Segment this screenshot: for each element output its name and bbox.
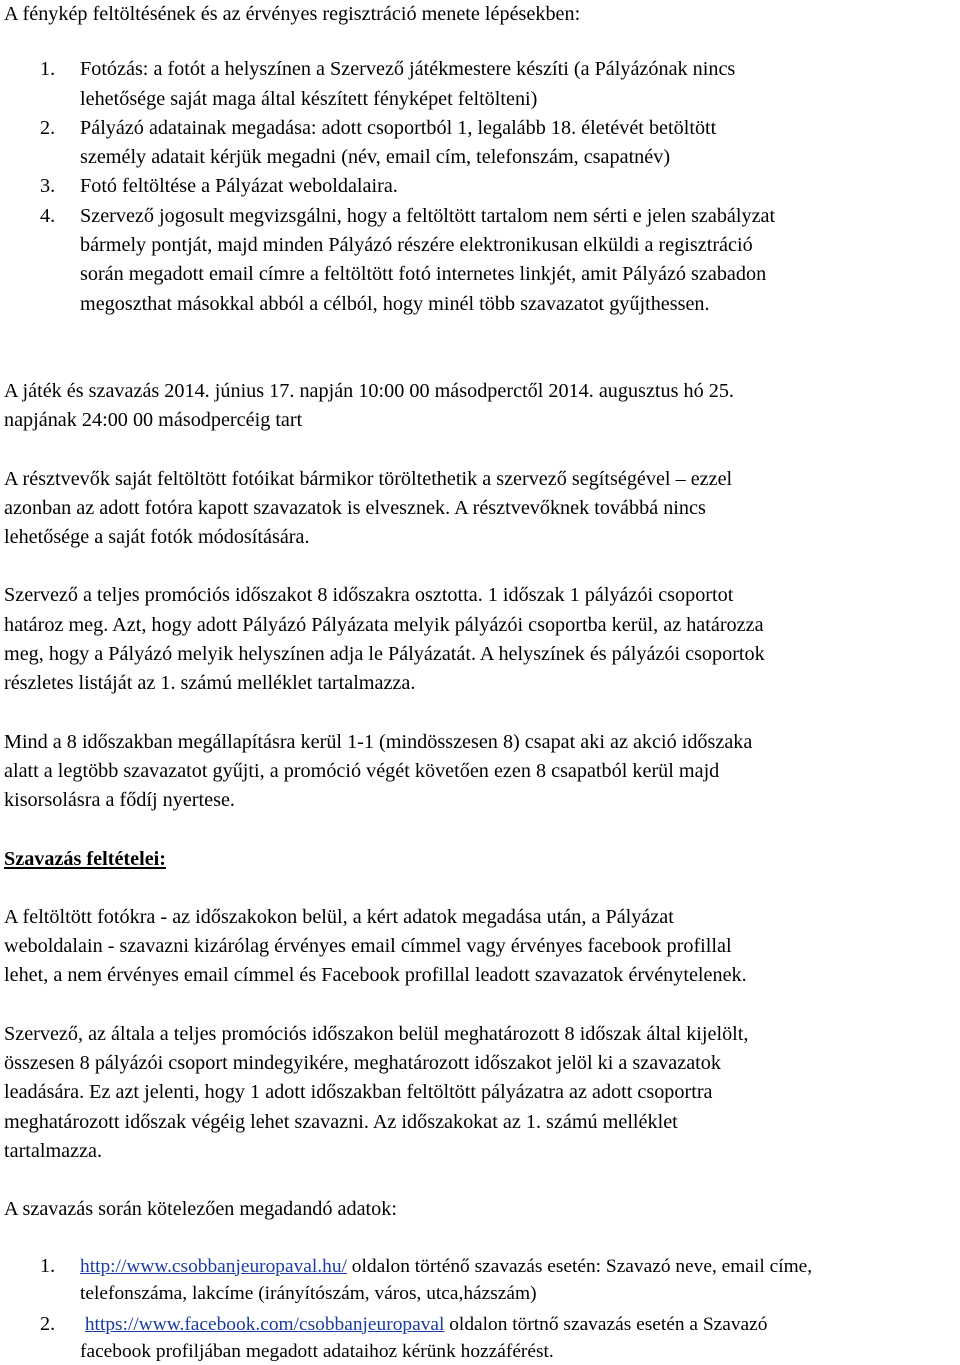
list-item-text: Fotózás: a fotót a helyszínen a Szervező játékmestere készíti (a Pályázónak nincs [80, 58, 736, 81]
list-item-text: oldalon törtnő szavazás esetén a Szavazó [444, 1313, 768, 1335]
list-item-text: Fotó feltöltése a Pályázat weboldalaira. [80, 175, 398, 198]
list-item-text: során megadott email címre a feltöltött fotó internetes linkjét, amit Pályázó szabadon [80, 263, 767, 286]
list-item-text: személy adatait kérjük megadni (név, email cím, telefonszám, csapatnév) [80, 146, 671, 169]
paragraph-line: meghatározott időszak végéig lehet szavazni. Az időszakokat az 1. számú melléklet [4, 1110, 678, 1133]
registration-steps-list [4, 55, 956, 319]
paragraph-line: összesen 8 pályázói csoport mindegyikére, meghatározott időszakot jelöl ki a szavazatok [4, 1052, 721, 1075]
list-item-text: facebook profiljában megadott adataihoz kérünk hozzáférést. [80, 1340, 554, 1362]
paragraph-periods [4, 581, 956, 698]
intro-text: A fénykép feltöltésének és az érvényes regisztráció menete lépésekben: [4, 3, 581, 25]
list-item-text: bármely pontját, majd minden Pályázó részére elektronikusan elküldi a regisztráció [80, 234, 753, 257]
facebook-link[interactable]: https://www.facebook.com/csobbanjeuropaval [84, 1313, 445, 1335]
paragraph-required-data: A szavazás során kötelezően megadandó adatok: [4, 1198, 397, 1221]
paragraph-photo-removal [4, 465, 956, 553]
list-number: 3. [40, 175, 56, 198]
list-item-text: lehetősége saját maga által készített fényképet feltölteni) [80, 87, 538, 110]
paragraph-line: Szervező a teljes promóciós időszakot 8 időszakra osztotta. 1 időszak 1 pályázói csoportot [4, 584, 734, 607]
document-page [4, 0, 956, 1365]
paragraph-line: tartalmazza. [4, 1139, 103, 1162]
website-link[interactable]: http://www.csobbanjeuropaval.hu/ [80, 1255, 347, 1277]
paragraph-game-period [4, 377, 956, 436]
paragraph-line: lehetősége a saját fotók módosítására. [4, 526, 310, 549]
paragraph-winners [4, 728, 956, 816]
list-item [4, 1253, 956, 1307]
paragraph-line: lehet, a nem érvényes email címmel és Facebook profillal leadott szavazatok érvénytelenek. [4, 964, 747, 987]
list-item-text: Pályázó adatainak megadása: adott csoportból 1, legalább 18. életévét betöltött [80, 116, 717, 139]
paragraph-voting-conditions [4, 903, 956, 991]
list-item [4, 1311, 956, 1365]
list-item [4, 172, 956, 201]
list-number: 1. [40, 1254, 56, 1277]
paragraph-line: alatt a legtöbb szavazatot gyűjti, a promóció végét követően ezen 8 csapatból kerül majd [4, 759, 720, 782]
list-item-text: oldalon történő szavazás esetén: Szavazó neve, email címe, [346, 1255, 813, 1277]
list-item-text: megoszthat másokkal abból a célból, hogy minél több szavazatot gyűjthessen. [80, 292, 710, 315]
list-number: 2. [40, 116, 56, 139]
paragraph-line: weboldalain - szavazni kizárólag érvényes email címmel vagy érvényes facebook profillal [4, 935, 732, 958]
list-number: 4. [40, 204, 56, 227]
paragraph-line: A résztvevők saját feltöltött fotóikat bármikor töröltethetik a szervező segítségével – ezzel [4, 467, 733, 490]
paragraph-line: A játék és szavazás 2014. június 17. napján 10:00 00 másodperctől 2014. augusztus hó 25. [4, 379, 734, 402]
paragraph-line: részletes listáját az 1. számú melléklet tartalmazza. [4, 672, 416, 695]
paragraph-line: leadására. Ez azt jelenti, hogy 1 adott időszakban feltöltött pályázatra az adott csoportra [4, 1081, 713, 1104]
paragraph-line: azonban az adott fotóra kapott szavazatok is elvesznek. A résztvevőknek továbbá nincs [4, 496, 706, 519]
paragraph-line: napjának 24:00 00 másodpercéig tart [4, 409, 303, 432]
list-number: 1. [40, 58, 56, 81]
paragraph-line: Szervező, az általa a teljes promóciós időszakon belül meghatározott 8 időszak által kijelölt, [4, 1022, 749, 1045]
paragraph-line: határoz meg. Azt, hogy adott Pályázó Pályázata melyik pályázói csoportba kerül, az határozza [4, 613, 764, 636]
section-heading: Szavazás feltételei: [4, 847, 166, 870]
paragraph-line: Mind a 8 időszakban megállapításra kerül 1-1 (mindösszesen 8) csapat aki az akció időszaka [4, 730, 753, 753]
list-item [4, 114, 956, 173]
paragraph-line: kisorsolásra a fődíj nyertese. [4, 789, 235, 812]
paragraph-voting-periods [4, 1020, 956, 1166]
required-data-list [4, 1253, 956, 1365]
list-item [4, 55, 956, 114]
list-item-text: telefonszáma, lakcíme (irányítószám, város, utca,házszám) [80, 1282, 537, 1304]
paragraph-line: A feltöltött fotókra - az időszakokon belül, a kért adatok megadása után, a Pályázat [4, 905, 674, 928]
list-item [4, 202, 956, 319]
list-number: 2. [40, 1312, 56, 1335]
paragraph-line: meg, hogy a Pályázó melyik helyszínen adja le Pályázatát. A helyszínek és pályázói csoportok [4, 643, 765, 666]
list-item-text: Szervező jogosult megvizsgálni, hogy a feltöltött tartalom nem sérti e jelen szabályzat [80, 204, 776, 227]
